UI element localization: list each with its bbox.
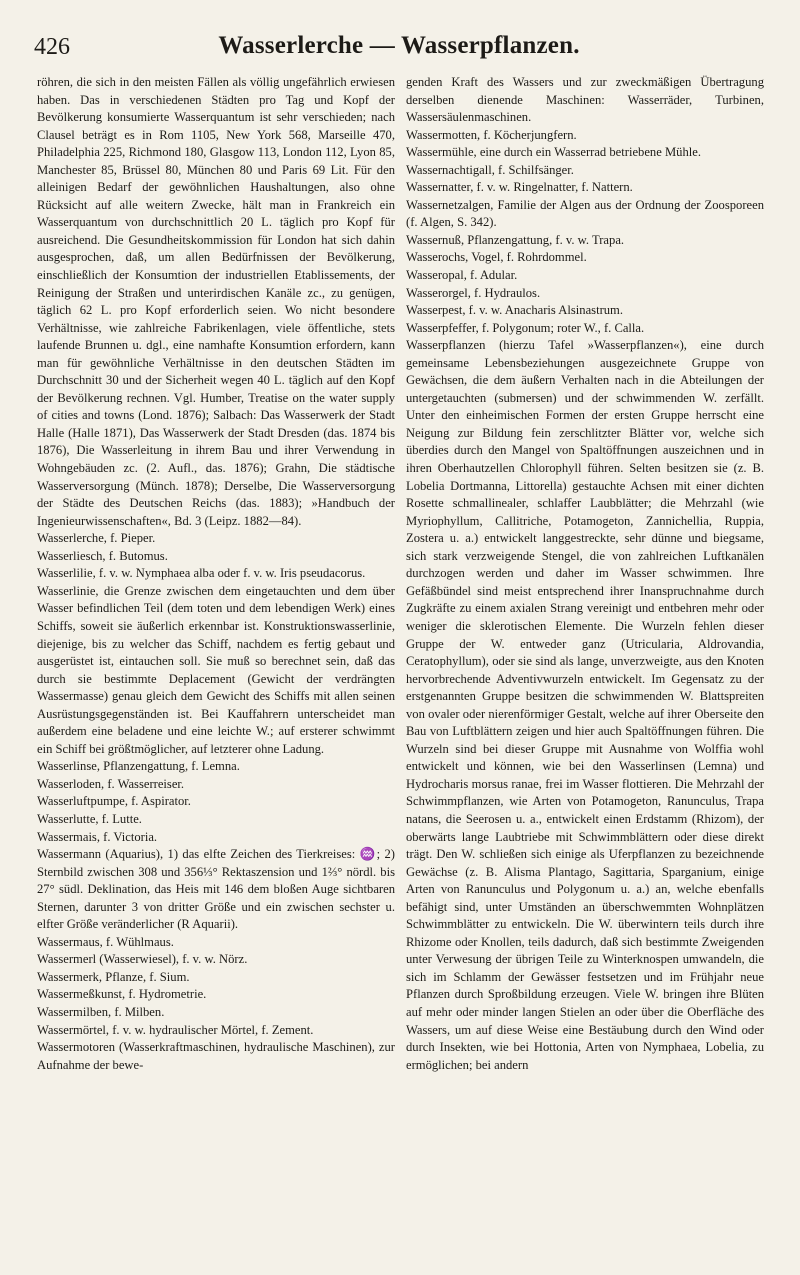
entry-paragraph: Wassermörtel, f. v. w. hydraulischer Mörtel, f. Zement.: [37, 1022, 314, 1037]
entry-paragraph: Wassermilben, f. Milben.: [37, 1004, 165, 1019]
right-column: [406, 74, 764, 1264]
entry-paragraph: Wasserochs, Vogel, f. Rohrdommel.: [406, 250, 587, 265]
entry-paragraph: Wassermeßkunst, f. Hydrometrie.: [37, 987, 207, 1002]
left-column: [37, 74, 395, 1264]
entry-paragraph: Wasserlinse, Pflanzengattung, f. Lemna.: [37, 759, 240, 774]
entry-paragraph: Wassermaus, f. Wühlmaus.: [37, 934, 174, 949]
entry-paragraph: genden Kraft des Wassers und zur zweckmäßigen Übertragung derselben dienende Maschinen: Wasserräder, Turbinen, Wassersäulenmaschinen.: [406, 75, 764, 125]
entry-paragraph: Wasserpest, f. v. w. Anacharis Alsinastrum.: [406, 303, 624, 318]
entry-paragraph: Wassernuß, Pflanzengattung, f. v. w. Trapa.: [406, 232, 625, 247]
entry-paragraph: Wasserpflanzen (hierzu Tafel »Wasserpflanzen«), eine durch gemeinsame Lebensbeziehungen ausgezeichnete Gruppe von Gewächsen, die dem äußern Verhalten nach in die Abteilungen der untergetauchten (submersen) und der schwimmenden W. zerfällt. Unter den einheimischen Formen der ersten Gruppe herrscht eine Neigung zur Bildung fein zerschlitzter Blätter vor, welche sich überdies durch den Mangel von Spaltöffnungen auszeichnen und in ihren Oberhautzellen Chlorophyll führen. Selten besitzen sie (z. B. Lobelia Dortmanna, Littorella) gestauchte Achsen mit einer dichten Rosette schmallinealer, schlaffer Laubblätter; die Mehrzahl (wie Myriophyllum, Callitriche, Potamogeton, Zannichellia, Ruppia, Zostera u. a.) entwickelt langgestreckte, sehr dünne und biegsame, sich stark verzweigende Stengel, die von zahlreichen Luftkanälen durchzogen werden und daher im Wasser schwimmen. Ihre Gefäßbündel sind meist entsprechend ihrer Inanspruchnahme durch Zugkräfte zu einem axialen Strang vereinigt und entbehren mehr oder weniger die sklerotischen Elemente. Die Wurzeln fehlen dieser Gruppe der W. entweder ganz (Utricularia, Aldrovandia, Ceratophyllum), oder sie sind als lange, unverzweigte, aus den Knoten hervorbrechende Adventivwurzeln entwickelt. Im Gegensatz zu der erstgenannten Gruppe besitzen die schwimmenden W. Blattspreiten von ovaler oder nierenförmiger Gestalt, welche auf ihrer Oberseite den Bau von Luftblättern zeigen und hier auch Spaltöffnungen führen. Die Wurzeln sind bei dieser Gruppe mit Ausnahme von Wolffia wohl entwickelt und können, wie bei den Wasserlinsen (Lemna) und Hydrocharis morsus ranae, frei im Wasser flottieren. Die Mehrzahl der Schwimmpflanzen, wie Arten von Potamogeton, Ranunculus, Trapa natans, die Seerosen u. a., entwickelt einen Erdstamm (Rhizom), der oberwärts lange Laubtriebe mit Schwimmblättern oder diese direkt trägt. Den W. schließen sich einige als Uferpflanzen zu bezeichnende Gewächse (z. B. Alisma Plantago, Sagittaria, Sparganium, einige Arten von Ranunculus und Polygonum u. a.) an, welche ebenfalls befähigt sind, unter Umständen an überschwemmten Wohnplätzen Schwimmblätter zu entwickeln. Die W. überwintern teils durch ihre Rhizome oder Knollen, teils dadurch, daß sich bestimmte Zweigenden unter Verwesung der übrigen Teile zu Winterknospen umwandeln, die sich im Schlamm der Gewässer festsetzen und im Frühjahr neue Pflanzen durch Sproßbildung erzeugen. Viele W. bringen ihre Blüten auf mehr oder minder langen Stielen an oder über die Oberfläche des Wassers, um auf diese Weise eine Bestäubung durch den Wind oder durch Insekten, wie bei Hottonia, Arten von Nymphaea, Lobelia, zu ermöglichen; bei andern: [406, 338, 764, 1072]
entry-paragraph: Wassernachtigall, f. Schilfsänger.: [406, 162, 574, 177]
entry-paragraph: Wassernetzalgen, Familie der Algen aus der Ordnung der Zoosporeen (f. Algen, S. 342).: [406, 197, 764, 230]
entry-paragraph: Wassermühle, eine durch ein Wasserrad betriebene Mühle.: [406, 145, 701, 160]
entry-paragraph: Wasserpfeffer, f. Polygonum; roter W., f. Calla.: [406, 320, 645, 335]
entry-paragraph: Wasserorgel, f. Hydraulos.: [406, 285, 541, 300]
entry-paragraph: Wasserloden, f. Wasserreiser.: [37, 776, 185, 791]
entry-paragraph: Wasserlilie, f. v. w. Nymphaea alba oder f. v. w. Iris pseudacorus.: [37, 566, 366, 581]
entry-paragraph: Wasserluftpumpe, f. Aspirator.: [37, 794, 191, 809]
entry-paragraph: Wasserliesch, f. Butomus.: [37, 548, 168, 563]
entry-paragraph: Wasserlinie, die Grenze zwischen dem eingetauchten und dem über Wasser befindlichen Teil (dem toten und dem lebendigen Werk) eines Schiffs, soweit sie äußerlich erkennbar ist. Konstruktionswasserlinie, diejenige, bis zu welcher das Schiff, nachdem es fertig gebaut und ausgerüstet ist, eintauchen soll. Sie muß so berechnet sein, daß das durch sie bestimmte Deplacement (Gewicht der verdrängten Wassermasse) genau gleich dem Gewicht des Schiffs mit allen seinen Ausrüstungsgegenständen ist. Bei Kauffahrern unterscheidet man außerdem eine beladene und eine leichte W.; auf ersterer schwimmt ein Schiff bei größtmöglicher, auf letzterer ohne Ladung.: [37, 583, 395, 756]
entry-paragraph: Wassernatter, f. v. w. Ringelnatter, f. Nattern.: [406, 180, 633, 195]
entry-paragraph: röhren, die sich in den meisten Fällen als völlig ungefährlich erwiesen haben. Das in verschiedenen Städten pro Tag und Kopf der Bevölkerung konsumierte Wasserquantum ist sehr verschieden; nach Clausel beträgt es in Rom 1105, New York 568, Marseille 470, Philadelphia 225, Richmond 180, Glasgow 113, London 112, Lyon 85, Manchester 85, Brüssel 80, München 80 und Paris 69 Lit. Für den alleinigen Bedarf der gewöhnlichen Haushaltungen, also ohne Rücksicht auf alle weitern Zwecke, hält man in Frankreich ein Wasserquantum von durchschnittlich 20 L. täglich pro Kopf für ausreichend. Die Gesundheitskommission für London hat sich dahin ausgesprochen, daß, um allen Bedürfnissen der Bevölkerung, einschließlich der Konsumtion der industriellen Etablissements, der Reinigung der Straßen und unterirdischen Kanäle zc., zu genügen, täglich 62 L. pro Kopf erforderlich seien. Wo nicht besondere Verhältnisse, wie zahlreiche Fabrikenlagen, viele öffentliche, stets laufende Brunnen u. dgl., eine namhafte Konsumtion erfordern, kann man für gewöhnliche Verhältnisse in den deutschen Städten im Durchschnitt 30 und der Sicherheit wegen 40 L. täglich auf den Kopf der Bevölkerung rechnen. Vgl. Humber, Treatise on the water supply of cities and towns (Lond. 1876); Salbach: Das Wasserwerk der Stadt Halle (Halle 1871), Das Wasserwerk der Stadt Dresden (das. 1874 bis 1876), Die Wasserleitung in ihrem Bau und ihrer Verwendung in Wohngebäuden zc. (2. Aufl., das. 1876); Grahn, Die städtische Wasserversorgung (Münch. 1878); Derselbe, Die Wasserversorgung der Städte des Deutschen Reichs (das. 1883); »Handbuch der Ingenieurwissenschaften«, Bd. 3 (Leipz. 1882—84).: [37, 75, 395, 528]
entry-paragraph: Wasserlutte, f. Lutte.: [37, 811, 142, 826]
entry-paragraph: Wassermerk, Pflanze, f. Sium.: [37, 969, 190, 984]
entry-paragraph: Wassermotoren (Wasserkraftmaschinen, hydraulische Maschinen), zur Aufnahme der bewe-: [37, 1040, 395, 1072]
entry-paragraph: Wassermais, f. Victoria.: [37, 829, 158, 844]
entry-paragraph: Wasserlerche, f. Pieper.: [37, 531, 156, 546]
page-number: 426: [34, 34, 70, 60]
entry-paragraph: Wasseropal, f. Adular.: [406, 268, 518, 283]
running-title: Wasserlerche — Wasserpflanzen.: [218, 32, 580, 59]
entry-paragraph: Wassermerl (Wasserwiesel), f. v. w. Nörz.: [37, 952, 248, 967]
entry-paragraph: Wassermann (Aquarius), 1) das elfte Zeichen des Tierkreises: ♒; 2) Sternbild zwischen 308 und 356⅓° Rektaszension und 1⅔° nördl. bis 27° südl. Deklination, das Heis mit 146 dem bloßen Auge sichtbaren Sternen, darunter 3 von dritter Größe und ein zwischen sechster u. elfter Größe veränderlicher (R Aquarii).: [37, 847, 395, 932]
entry-paragraph: Wassermotten, f. Köcherjungfern.: [406, 127, 577, 142]
page-header: [34, 28, 764, 68]
